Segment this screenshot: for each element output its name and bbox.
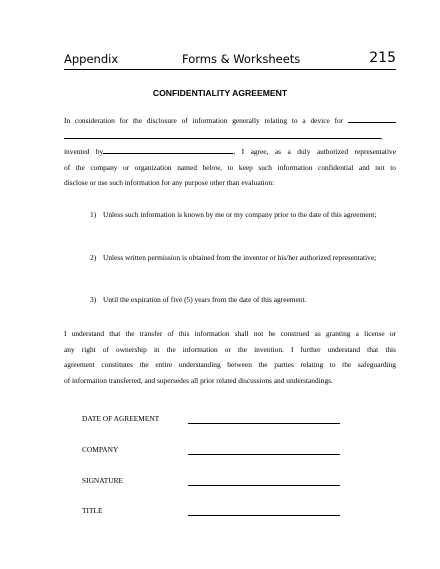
intro-line: of the company or organization named below, to keep such information confidential and not to (64, 162, 396, 172)
condition-number: 1) (90, 210, 97, 219)
field-label: TITLE (82, 506, 103, 515)
field-label: SIGNATURE (82, 476, 124, 485)
header-rule (64, 69, 396, 70)
intro-paragraph (64, 113, 396, 191)
date-of-agreement-blank[interactable] (188, 423, 340, 424)
device-description-blank[interactable] (64, 130, 381, 139)
inventor-blank[interactable] (103, 145, 233, 154)
title-field (82, 506, 342, 522)
closing-line: any right of ownership in the information or the invention. I further understand that this (64, 344, 396, 354)
closing-line: I understand that the transfer of this information shall not be construed as granting a license or (64, 329, 396, 338)
intro-text: invented by (64, 147, 104, 156)
signature-field (82, 476, 342, 492)
intro-text: In consideration for the disclosure of information generally relating to a device for (64, 116, 344, 125)
company-field (82, 445, 342, 461)
intro-line (64, 129, 396, 145)
condition-text: Until the expiration of five (5) years from the date of this agreement. (103, 295, 307, 304)
header-section-label: Appendix (64, 52, 119, 66)
condition-text: Unless such information is known by me or my company prior to the date of this agreement; (103, 210, 377, 219)
intro-text: , I agree, as a duly authorized representative (233, 147, 396, 156)
condition-text: Unless written permission is obtained from the inventor or his/her authorized representative; (103, 253, 377, 262)
intro-text: , (381, 131, 383, 141)
closing-line: of information transferred, and supersedes all prior related discussions and understandings. (64, 375, 333, 385)
title-blank[interactable] (188, 515, 340, 516)
signature-blank[interactable] (188, 485, 340, 486)
device-blank[interactable] (348, 114, 396, 123)
condition-number: 3) (90, 295, 97, 304)
intro-line: disclose or use such information for any purpose other than evaluation: (64, 178, 275, 187)
page-number: 215 (369, 50, 396, 66)
intro-line (64, 144, 396, 160)
company-blank[interactable] (188, 454, 340, 455)
closing-paragraph (64, 326, 396, 388)
field-label: DATE OF AGREEMENT (82, 414, 160, 423)
closing-line: agreement constitutes the entire understanding between the parties relating to the safeguarding (64, 360, 396, 369)
page-header (64, 52, 396, 70)
field-label: COMPANY (82, 445, 119, 454)
date-of-agreement-field (82, 414, 342, 430)
condition-number: 2) (90, 253, 97, 262)
intro-line (64, 113, 396, 129)
header-chapter-title: Forms & Worksheets (182, 52, 301, 66)
document-title: CONFIDENTIALITY AGREEMENT (152, 88, 288, 98)
